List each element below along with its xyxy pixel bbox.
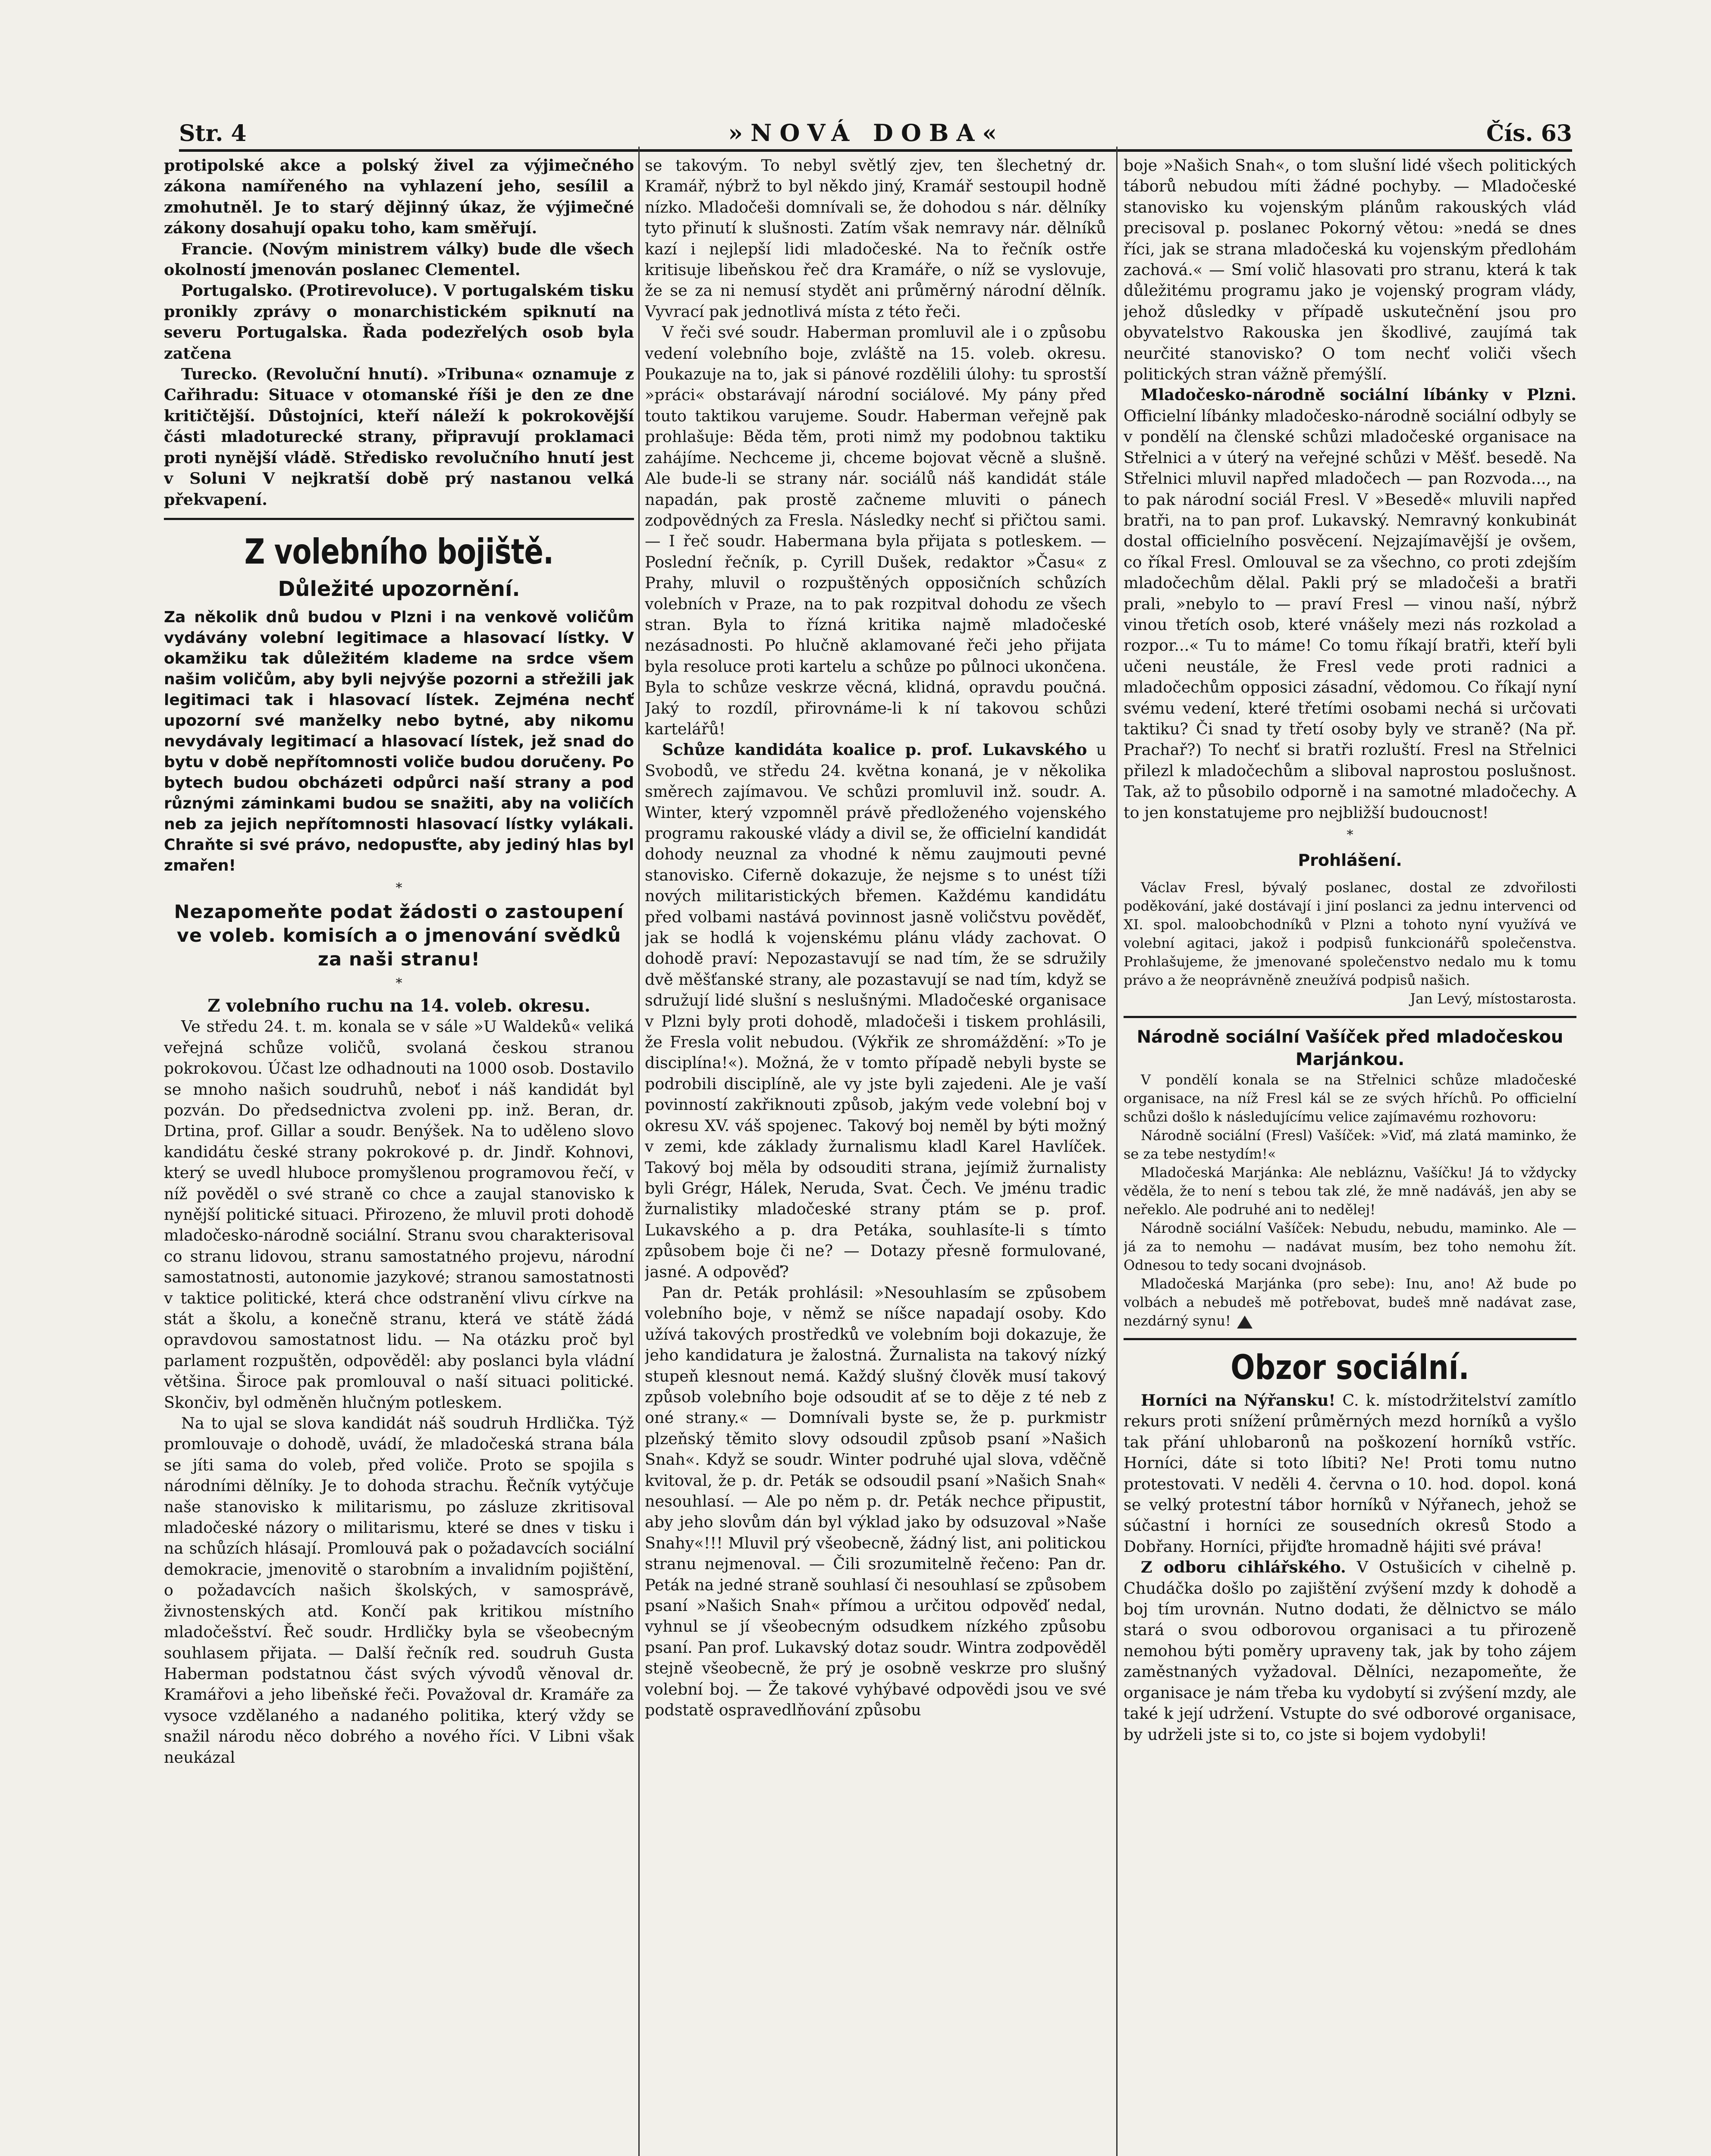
separator-star: * xyxy=(1347,827,1353,843)
article-heading: Z volebního ruchu na 14. voleb. okresu. xyxy=(207,995,590,1016)
news-portugal: Portugalsko. (Protirevoluce). V portugalském tisku pronikly zprávy o monarchistickém spiknutí na severu Portugalska. Řada podezřelých osob byla zatčena xyxy=(164,281,634,363)
section-divider xyxy=(1124,1016,1576,1018)
article-text: protipolské akce a polský živel za výjimečného zákona namířeného na vyhlazení jeho, sesílil a zmohutněl. Je to starý dějinný úkaz, že výjimečné zákony dosahují opaku toho, kam směřují. xyxy=(164,156,634,238)
dialog-line: Mladočeská Marjánka (pro sebe): Inu, ano! Až bude po volbách a nebudeš mě potřebovat, budeš mně nadávat zase, nezdárný synu! xyxy=(1124,1275,1576,1329)
article-text: u Svobodů, ve středu 24. května konaná, je v několika směrech zajímavou. Ve schůzi promluvil inž. soudr. A. Winter, který vzpomněl právě předloženého vojenského programu rakouské vlády a divil se, že officielní kandidát dohody neuznal za vhodné k němu zaujmouti pevné stanovisko. Ciferně dokazuje, že nejsme s to unést tíži nových militaristických břemen. Každému kandidátu před volbami nastává povinnost jasně voličstvu pověděť, jak se hodlá k vojenskému plánu vlády zachovat. O dohodě praví: Nepozastavují se nad tím, že se sdružily dvě měšťanské strany, ale pozastavují se nad tím, když se sdružují lidé slušní s neslušnými. Mladočeské organisace v Plzni byly proti dohodě, mladočeši i tiskem prohlásili, že Fresla volit nebudou. (Výkřik ze shromáždění: »To je disciplína!«). Možná, že v tomto případě nebyli byste se podrobili disciplíně, ale vy jste byli zajedeni. Ale je vaší povinností zakřiknouti způsob, jakým vede volební boj v okresu XV. váš spojenec. Takový boj neměl by býti možný v zemi, kde základy žurnalismu kladl Karel Havlíček. Takový boj měla by odsouditi strana, jejímiž žurnalisty byli Grégr, Hálek, Neruda, Svat. Čech. Ve jménu tradic žurnalistiky mladočeské strany ptám se p. prof. Lukavského a p. dra Petáka, souhlasíte-li s tímto způsobem boje či ne? — Dotazy přesně formulované, jasné. A odpověď? xyxy=(645,740,1106,1281)
dialog-line: Mladočeská Marjánka: Ale nebláznu, Vašíčku! Já to vždycky věděla, že to není s tebou tak zlé, že mně nadáváš, jen aby se neřeklo. Ale podruhé ani to nedělej! xyxy=(1124,1164,1576,1218)
newspaper-title: »NOVÁ DOBA« xyxy=(728,119,1005,147)
column-3 xyxy=(1124,155,1576,2156)
column-divider xyxy=(1116,147,1118,2156)
article-heading: Národně sociální Vašíček před mladočeskou Marjánkou. xyxy=(1136,1027,1563,1069)
dialog-line: Národně sociální Vašíček: Nebudu, nebudu, maminko. Ale — já za to nemohu — nadávat musím, bez toho nemohu žít. Odnesou to tedy socani dvojnásob. xyxy=(1124,1220,1576,1273)
page-number: Str. 4 xyxy=(179,120,247,147)
dialog-line: Národně sociální (Fresl) Vašíček: »Viď, má zlatá maminko, že se za tebe nestydím!« xyxy=(1124,1127,1576,1162)
article-text: V řeči své soudr. Haberman promluvil ale i o způsobu vedení volebního boje, zvláště na 15. voleb. okresu. Poukazuje na to, jak si pánové rozdělili úlohy: tu sprostší »práci« obstarávají národní sociálové. My pány před touto taktikou varujeme. Soudr. Haberman veřejně pak prohlašuje: Běda těm, proti nimž my podobnou taktiku zahájíme. Nechceme ji, chceme bojovat věcně a slušně. Ale bude-li se strany nár. sociálů náš kandidát stále napadán, pak prostě začneme mluviti o pánech zodpovědných za Fresla. Následky nechť si přičtou sami. — I řeč soudr. Habermana byla přijata s potleskem. — Poslední řečník, p. Cyrill Dušek, redaktor »Času« z Prahy, mluvil o rozpuštěných opposičních schůzích volebních v Praze, na to pak rozpitval dohodu ze všech stran. Byla to řízná kritika najmě mladočeské nezásadnosti. Po hlučně aklamované řeči jeho přijata byla resoluce proti kartelu a schůze po půlnoci ukončena. Byla to schůze veskrze věcná, klidná, opravdu poučná. Jaký to rozdíl, přirovnáme-li k ní takovou schůzi kartelářů! xyxy=(645,323,1106,738)
column-2 xyxy=(645,155,1106,2156)
issue-number: Čís. 63 xyxy=(1486,120,1572,147)
separator-star: * xyxy=(396,880,402,896)
news-france: Francie. (Novým ministrem války) bude dle všech okolností jmenován poslanec Clementel. xyxy=(164,239,634,279)
column-1 xyxy=(164,155,634,2156)
article-text: Officielní líbánky mladočesko-národně sociální odbyly se v pondělí na členské schůzi mladočeské organisace na Střelnici a v úterý na veřejné schůzi v Měšť. besedě. Na Střelnici mluvil napřed mladočech — pan Rozvoda..., na to pak národní sociál Fresl. V »Besedě« mluvili napřed bratři, na to pan prof. Lukavský. Nemravný konkubinát dostal officielního posvěcení. Nejzajímavější je ovšem, co říkal Fresl. Omlouval se za všechno, co proti zdejším mladočechům dělal. Pakli prý se mladočeši a bratři prali, »nebylo to — praví Fresl — vinou naší, nýbrž vinou třetích osob, které vnášely mezi nás rozkolad a rozpor...« Tu to máme! Co tomu říkají bratři, kteří byli učeni neustále, že Fresl vede proti radnici a mladočechům opposici zásadní, vědomou. Co říkají nyní svému vedení, které třetími osobami nechá si určovati taktiku? Či snad ty třetí osoby byly ve straně? (Na př. Prachař?) To nechť si bratři rozluští. Fresl na Střelnici přilezl k mladočechům a sliboval naprostou poslušnost. Tak, až to působilo odporně i na samotné mladočechy. A to jen konstatujeme pro nejbližší budoucnost! xyxy=(1124,406,1576,822)
section-divider xyxy=(1124,1338,1576,1340)
section-heading: Z volebního bojiště. xyxy=(244,531,554,572)
article-heading: Z odboru cihlářského. xyxy=(1141,1558,1346,1577)
declaration-heading: Prohlášení. xyxy=(1298,851,1402,870)
news-turkey: Turecko. (Revoluční hnutí). »Tribuna« oznamuje z Cařihradu: Situace v otomanské říši je den ze dne kritičtější. Důstojníci, kteří náleží k pokrokovější části mladoturecké strany, připravují proklamaci proti nynější vládě. Středisko revolučního hnutí jest v Soluni V nejkratší době prý nastanou velká překvapení. xyxy=(164,365,634,509)
article-text: V pondělí konala se na Střelnici schůze mladočeské organisace, na níž Fresl kál se ze svých hříchů. Po officielní schůzi došlo k následujícímu velice zajímavému rozhovoru: xyxy=(1124,1072,1576,1125)
article-text: se takovým. To nebyl světlý zjev, ten šlechetný dr. Kramář, nýbrž to byl někdo jiný, Kramář sestoupil hodně nízko. Mladočeši domnívali se, že dohodou s nár. dělníky tyto přinutí k slušnosti. Zatím však nemravy nár. dělníků kazí i nejlepší lidi mladočeské. Na to řečník ostře kritisuje libeňskou řeč dra Kramáře, o níž se vyslovuje, že se za ni nemusí stydět ani průměrný národní dělník. Vyvrací pak jednotlivá místa z této řeči. xyxy=(645,156,1106,321)
triangle-icon xyxy=(1237,1316,1253,1329)
declaration-text: Václav Fresl, bývalý poslanec, dostal ze zdvořilosti poděkování, jaké dostávají i jiní poslanci za jednu intervenci od XI. spol. maloobchodníků v Plzni a tohoto nyní využívá ve volební agitaci, jakož i podpisů funkcionářů společenstva. Prohlašujeme, že jmenované společenstvo nedalo mu k tomu právo a že neoprávněně zneužívá podpisů našich. xyxy=(1124,879,1576,988)
article-text: Na to ujal se slova kandidát náš soudruh Hrdlička. Týž promlouvaje o dohodě, uvádí, že mladočeská strana bála se jíti sama do voleb, před voliče. Proto se spojila s národními dělníky. Je to dohoda strachu. Řečník vytýčuje naše stanovisko k militarismu, po zásluze zkritisoval mladočeské názory o militarismu, které se dnes v tisku i na schůzích hlásají. Promlouvá pak o požadavcích sociální demokracie, jmenovitě o starobním a invalidním pojištění, o požadavcích našich školských, v samosprávě, živnostenských atd. Končí pak kritikou místního mladočešství. Řeč soudr. Hrdličky byla se všeobecným souhlasem přijata. — Další řečník red. soudruh Gusta Haberman podstatnou část svých vývodů věnoval dr. Kramářovi a jeho libeňské řeči. Považoval dr. Kramáře za vysoce vzdělaného a nadaného politika, který vždy se snažil národu něco dobrého a nového říci. V Libni však neukázal xyxy=(164,1414,634,1767)
section-divider xyxy=(164,518,634,520)
article-text: Pan dr. Peták prohlásil: »Nesouhlasím se způsobem volebního boje, v němž se níšce napadají osoby. Kdo užívá takových prostředků ve volebním boji dokazuje, že jeho kandidatura je žalostná. Žurnalista na takový nízký stupeň klesnout nemá. Každý slušný člověk musí takový způsob volebního boje odsoudit ať se to děje z té neb z oné strany.« — Domnívali byste se, že p. purkmistr plzeňský těmito slovy odsoudil způsob psaní »Našich Snah«. Když se soudr. Winter podruhé ujal slova, vděčně kvitoval, že p. dr. Peták se odsoudil psaní »Našich Snah« nesouhlasí. — Ale po něm p. dr. Peták nechce připustit, aby jeho slovům dán byl výklad jako by odsuzoval »Naše Snahy«!!! Mluvil prý všeobecně, žádný list, ani politickou stranu nejmenoval. — Čili srozumitelně řečeno: Pan dr. Peták na jedné straně souhlasí či nesouhlasí se způsobem psaní »Našich Snah« přímou a určitou odpověď nedal, vyhnul se jí všeobecným odsudkem nízkého způsobu psaní. Pan prof. Lukavský dotaz soudr. Wintra zodpověděl stejně všeobecně, že prý je osobně veskrze pro slušný volební boj. — Že takové vyhýbavé odpovědi jsou ve své podstatě ospravedlňování způsobu xyxy=(645,1283,1106,1720)
article-text: C. k. místodržitelství zamítlo rekurs proti snížení průměrných mezd horníků a vyšlo tak přání uhlobaronů na poškození horníků vstříc. Horníci, dáte si toto líbiti? Ne! Proti tomu nutno protestovati. V neděli 4. června o 10. hod. dopol. koná se velký protestní tábor horníků v Nýřanech, jehož se súčastní i horníci ze sousedních okresů Stodo a Dobřany. Horníci, přijďte hromadně hájiti své práva! xyxy=(1124,1391,1576,1556)
notice-heading: Důležité upozornění. xyxy=(278,577,520,601)
article-text: V Ostušicích v cihelně p. Chudáčka došlo po zajištění zvýšení mzdy k dohodě a boj tím urovnán. Nutno dodati, že dělnictvo se málo stará o svou odborovou organisaci a tu přirozeně nemohou býti poměry upraveny tak, jak by toho zájem zaměstnaných vyžadoval. Dělníci, nezapomeňte, že organisace je nám třeba ku vydobytí si zvýšení mzdy, ale také k její udržení. Vstupte do své odborové organisace, by udrželi jste si to, co jste si bojem vydobyli! xyxy=(1124,1558,1576,1744)
separator-star: * xyxy=(396,975,402,991)
article-heading: Horníci na Nýřansku! xyxy=(1141,1391,1336,1410)
page-header xyxy=(179,113,1572,152)
article-text: Ve středu 24. t. m. konala se v sále »U Waldeků« veliká veřejná schůze voličů, svolaná českou stranou pokrokovou. Účast lze odhadnouti na 1000 osob. Dostavilo se mnoho našich soudruhů, neboť i náš kandidát byl pozván. Do předsednictva zvoleni pp. inž. Beran, dr. Drtina, prof. Gillar a soudr. Benýšek. Na to uděleno slovo kandidátu české strany pokrokové p. dr. Jindř. Kohnovi, který se uvedl hluboce promyšlenou programovou řečí, v níž pověděl o své straně co chce a zaujal stanovisko k nynější politické situaci. Přirozeno, že mluvil proti dohodě mladočesko-národně sociální. Stranu svou charakterisoval co stranu lidovou, stranu samostatného projevu, národní samostatnosti, autonomie jazykové; stranou samostatnosti v taktice politické, která chce odstranění vlivu církve na stát a školu, a konečně stranu, která ve státě žádá opravdovou samostatnost lidu. — Na otázku proč byl parlament rozpuštěn, odpověděl: aby poslanci byla vládní většina. Široce pak promlouval o naší situaci politické. Skončiv, byl odměněn hlučným potleskem. xyxy=(164,1017,634,1412)
notice-reminder: Nezapomeňte podat žádosti o zastoupení ve voleb. komisích a o jmenování svědků za naši stranu! xyxy=(174,901,624,970)
declaration-signature: Jan Levý, místostarosta. xyxy=(1410,990,1576,1007)
notice-text: Za několik dnů budou v Plzni i na venkově voličům vydávány volební legitimace a hlasovací lístky. V okamžiku tak důležitém klademe na srdce všem našim voličům, aby byli nejvýše pozorni a střežili jak legitimaci tak i hlasovací lístek. Zejména nechť upozorní své manželky nebo bytné, aby nikomu nevydávaly legitimací a hlasovací lístek, jež snad do bytu v době nepřítomnosti voliče budou doručeny. Po bytech budou obcházeti odpůrci naší strany a pod různými záminkami budou se snažiti, aby na voličích neb za jejich nepřítomnosti hlasovací lístky vylákali. Chraňte si své právo, nedopusťte, aby jediný hlas byl zmařen! xyxy=(164,608,634,874)
section-heading: Obzor sociální. xyxy=(1231,1348,1469,1387)
column-divider xyxy=(638,147,640,2156)
article-heading: Mladočesko-národně sociální líbánky v Plzni. xyxy=(1141,385,1576,404)
article-text: boje »Našich Snah«, o tom slušní lidé všech politických táborů nebudou míti žádné pochyby. — Mladočeské stanovisko ku vojenským plánům rakouských vlád precisoval p. poslanec Pokorný větou: »nedá se dnes říci, jak se strana mladočeská ku vojenským předlohám zachová.« — Smí volič hlasovati pro stranu, která k tak důležitému programu jako je vojenský program vlády, jehož důsledky v případě uskutečnění jsou pro obyvatelstvo Rakouska jen škodlivé, zaujímá tak neurčité stanovisko? O tom nechť voliči všech politických stran vážně přemýšlí. xyxy=(1124,156,1576,384)
article-heading: Schůze kandidáta koalice p. prof. Lukavského xyxy=(662,740,1087,759)
